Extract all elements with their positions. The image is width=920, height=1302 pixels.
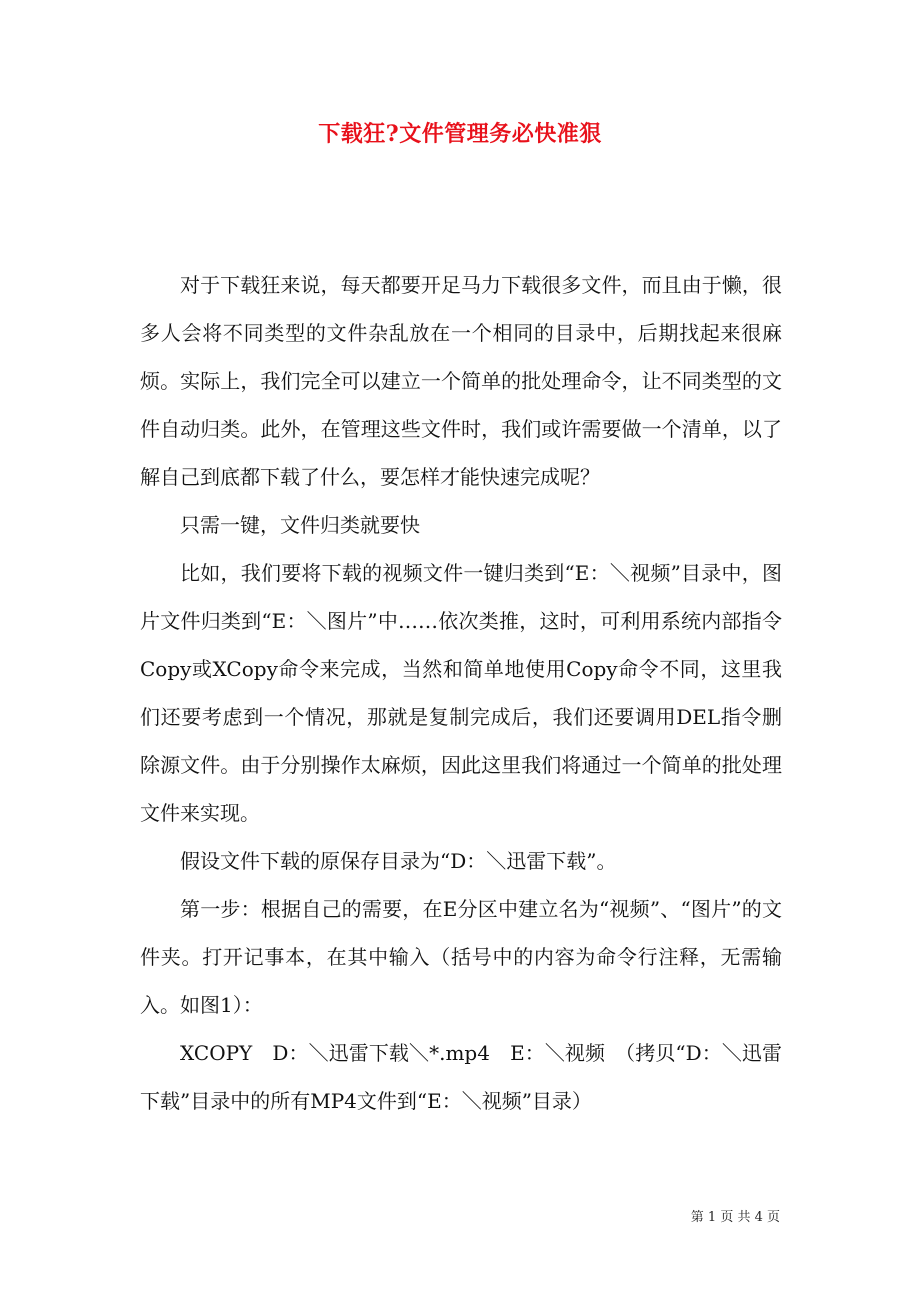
paragraph-example: 比如，我们要将下载的视频文件一键归类到“E：＼视频”目录中，图片文件归类到“E：＼图片”中……依次类推，这时，可利用系统内部指令Copy或XCopy命令来完成，当然和简单地使用Copy命令不同，这里我们还要考虑到一个情况，那就是复制完成后，我们还要调用DEL指令删除源文件。由于分别操作太麻烦，因此这里我们将通过一个简单的批处理文件来实现。 [140,561,782,825]
paragraph-intro: 对于下载狂来说，每天都要开足马力下载很多文件，而且由于懒，很多人会将不同类型的文件杂乱放在一个相同的目录中，后期找起来很麻烦。实际上，我们完全可以建立一个简单的批处理命令，让不同类型的文件自动归类。此外，在管理这些文件时，我们或许需要做一个清单，以了解自己到底都下载了什么，要怎样才能快速完成呢？ [140,273,782,489]
paragraph-assumption: 假设文件下载的原保存目录为“D：＼迅雷下载”。 [180,849,617,873]
paragraph-step-one: 第一步：根据自己的需要，在E分区中建立名为“视频”、“图片”的文件夹。打开记事本，在其中输入（括号中的内容为命令行注释，无需输入。如图1）： [140,897,782,1017]
paragraph-command: XCOPY D：＼迅雷下载＼*.mp4 E：＼视频 （拷贝“D：＼迅雷下载”目录中的所有MP4文件到“E：＼视频”目录） [140,1041,782,1113]
page-number-footer: 第 1 页 共 4 页 [690,1210,780,1225]
paragraph-subheading: 只需一键，文件归类就要快 [180,513,420,537]
document-title: 下载狂?文件管理务必快准狠 [318,121,602,147]
document-body [140,261,782,1125]
